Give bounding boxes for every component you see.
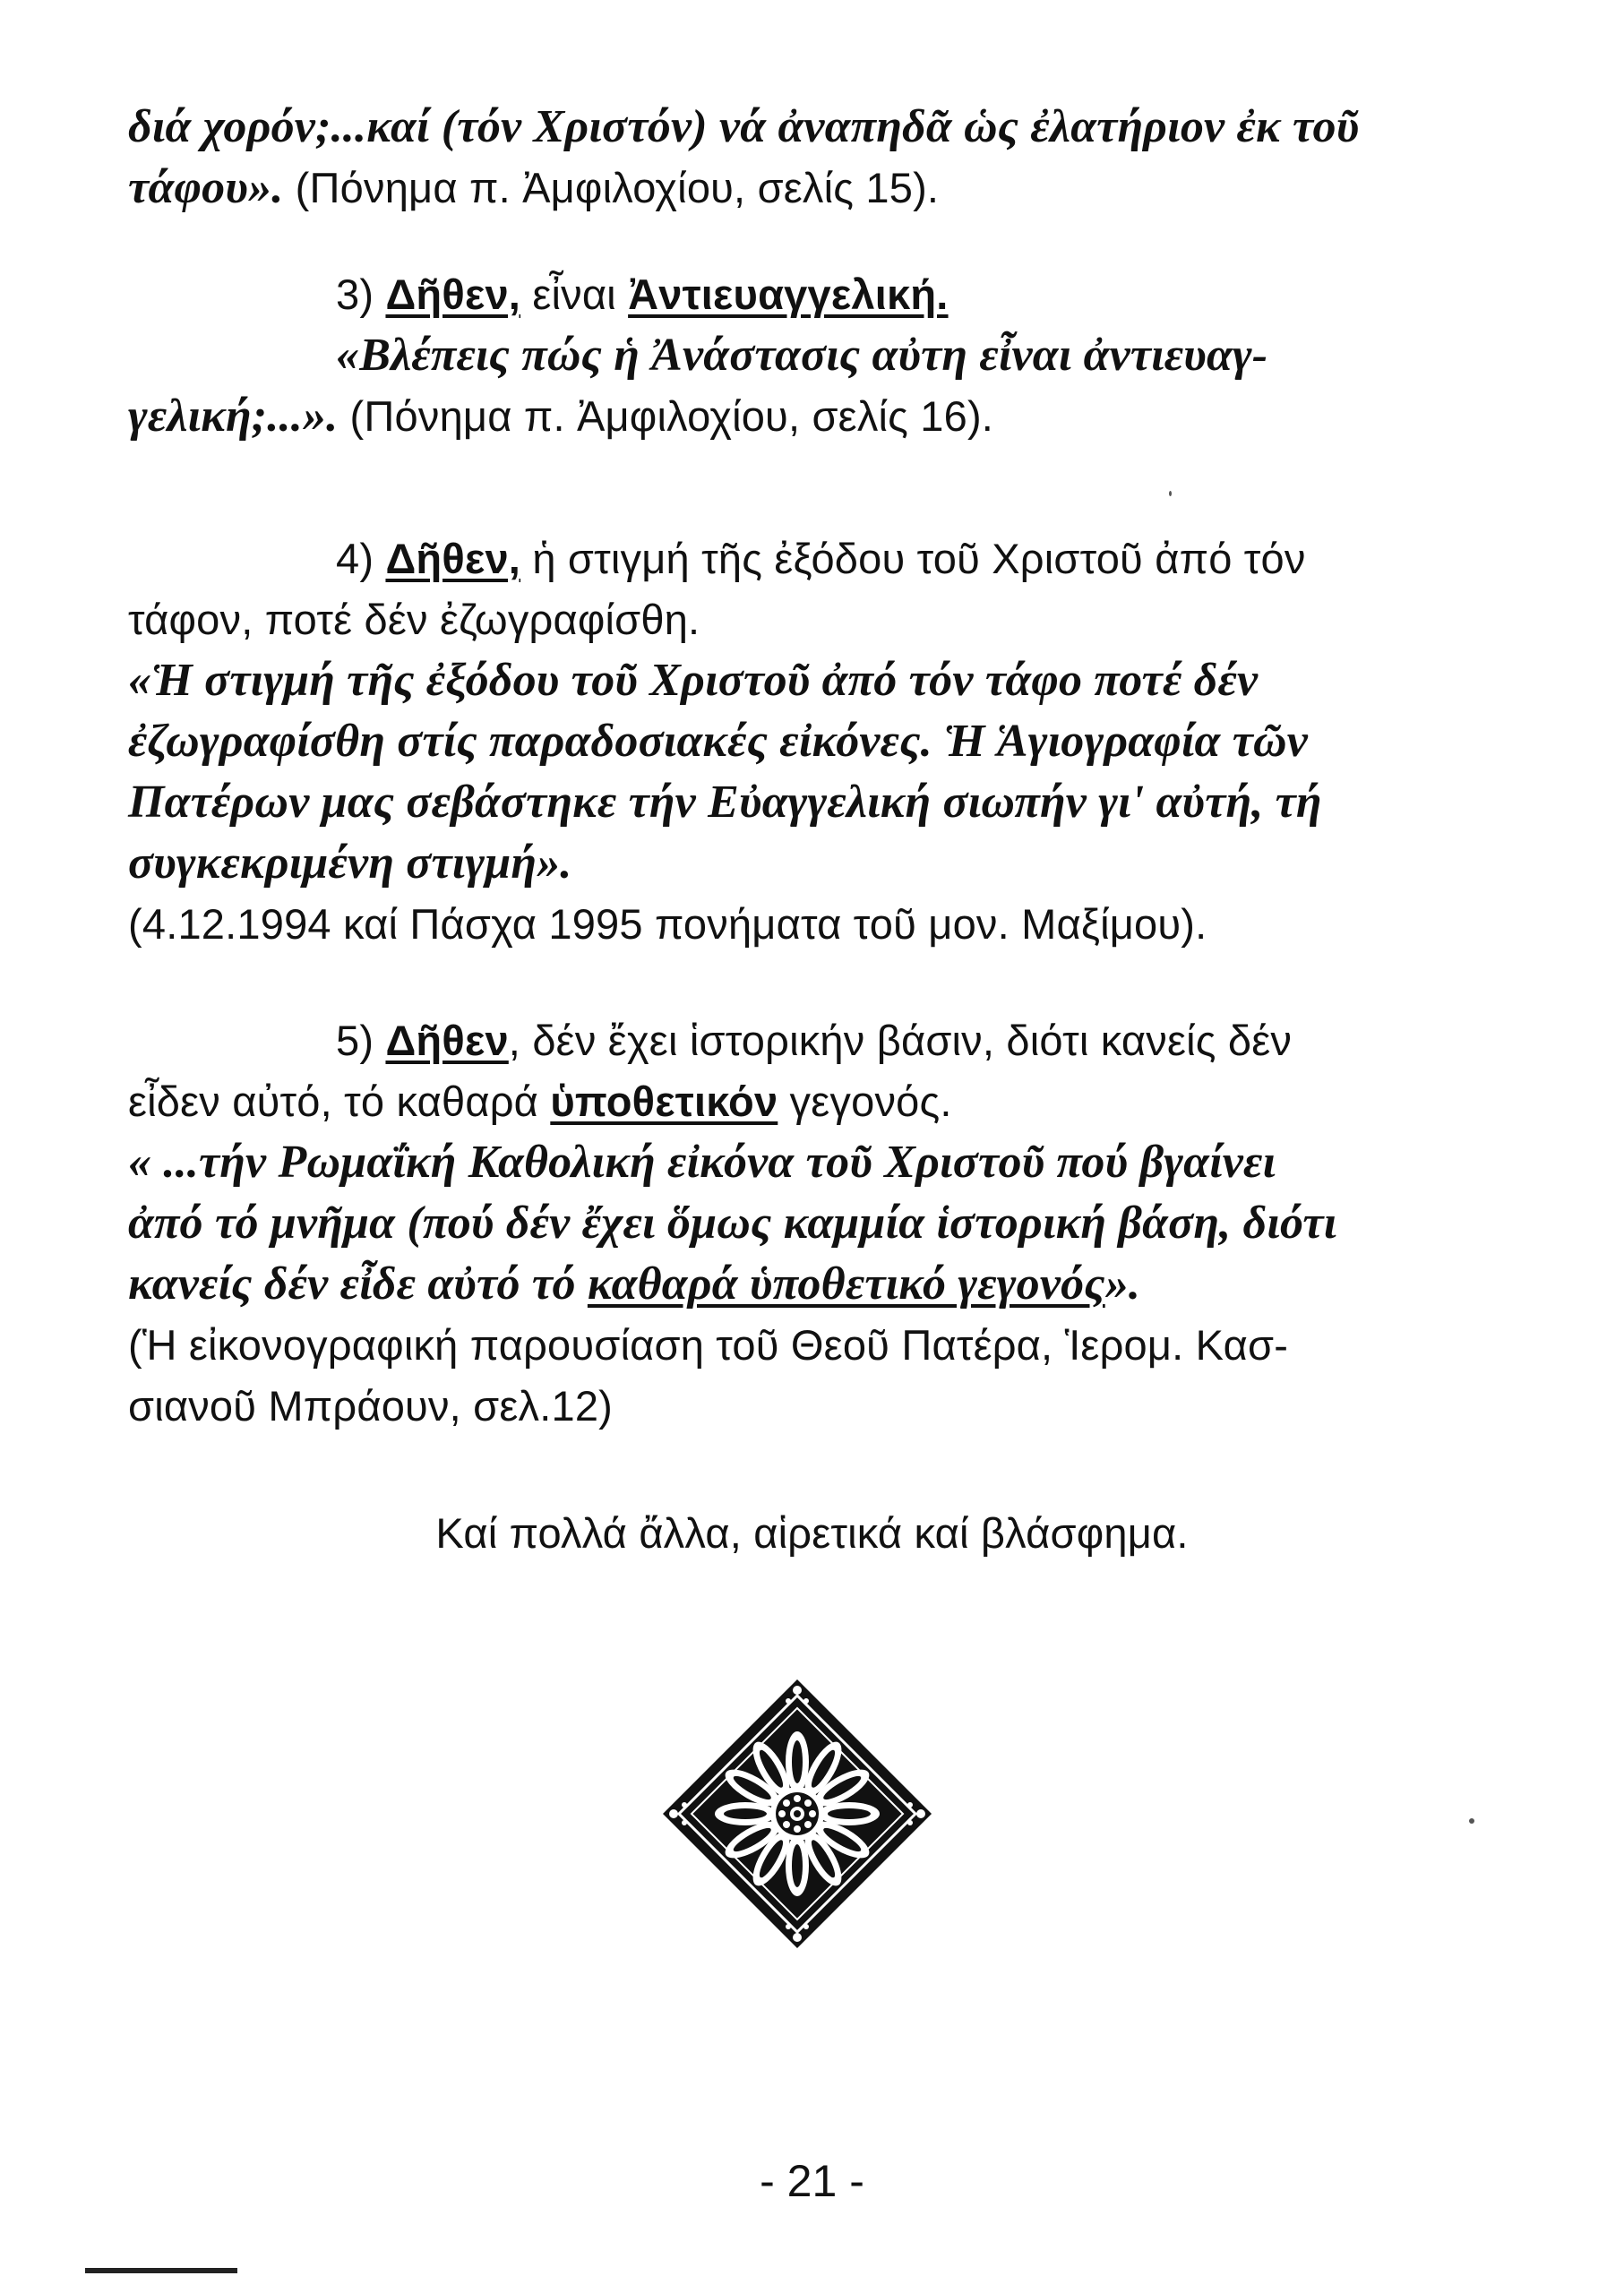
top-paragraph xyxy=(128,97,1517,219)
item-4-quote-line3: Πατέρων μας σεβάστηκε τήν Εὐαγγελική σιωπήν γι' αὐτή, τή xyxy=(128,777,1322,828)
scan-edge-mark xyxy=(85,2268,237,2273)
item-4-quote-line2: ἐζωγραφίσθη στίς παραδοσιακές εἰκόνες. Ἡ Ἁγιογραφία τῶν xyxy=(128,716,1309,767)
scan-speck xyxy=(1469,1818,1474,1824)
item-5-quote-line1: « ...τήν Ρωμαΐκή Καθολική εἰκόνα τοῦ Χριστοῦ πού βγαίνει xyxy=(128,1137,1276,1188)
item-5-source-line1: (Ἡ εἰκονογραφική παρουσίαση τοῦ Θεοῦ Πατέρα, Ἱερομ. Κασ- xyxy=(128,1321,1289,1369)
top-quote-line2-wrap xyxy=(128,158,1517,219)
item-4-source: (4.12.1994 καί Πάσχα 1995 πονήματα τοῦ μον. Μαξίμου). xyxy=(128,900,1207,948)
item-5-line2-start: εἶδεν αὐτό, τό καθαρά xyxy=(128,1078,551,1125)
item-5-line2-term: ὑποθετικόν xyxy=(550,1078,778,1125)
item-4-quote-line4: συγκεκριμένη στιγμή». xyxy=(128,837,572,889)
item-5-quote-line3-start: κανείς δέν εἶδε αὐτό τό xyxy=(128,1258,588,1310)
item-5-line1 xyxy=(128,1010,1517,1071)
item-4-quote-line1: «Ἡ στιγμή τῆς ἐξόδου τοῦ Χριστοῦ ἀπό τόν τάφο ποτέ δέν xyxy=(128,655,1259,706)
item-3-quote-line1: «Βλέπεις πώς ἡ Ἀνάστασις αὐτη εἶναι ἀντιευαγ- xyxy=(336,330,1268,381)
item-3 xyxy=(128,264,1517,447)
item-5-keyword: Δῆθεν xyxy=(385,1017,509,1064)
item-3-text: εἶναι xyxy=(520,271,629,318)
top-quote-line1: διά χορόν;...καί (τόν Χριστόν) νά ἀναπηδᾶ ὡς ἐλατήριον ἐκ τοῦ xyxy=(128,101,1360,152)
item-3-heading xyxy=(128,264,1517,325)
item-5-quote-line3-end: ». xyxy=(1104,1258,1141,1310)
item-5-line1-rest: , δέν ἔχει ἱστορικήν βάσιν, διότι κανείς δέν xyxy=(508,1017,1293,1064)
item-5-line2-end: γεγονός. xyxy=(778,1078,952,1125)
item-5-quote-line3-term: καθαρά ὑποθετικό γεγονός xyxy=(587,1258,1105,1310)
item-5-source-line2: σιανοῦ Μπράουν, σελ.12) xyxy=(128,1382,614,1430)
item-3-claim: Ἀντιευαγγελική. xyxy=(628,271,949,318)
item-5 xyxy=(128,1010,1517,1437)
top-source: (Πόνημα π. Ἀμφιλοχίου, σελίς 15). xyxy=(283,164,940,211)
diamond-rosette-ornament-icon xyxy=(658,1675,936,1953)
item-5-number: 5) xyxy=(336,1017,386,1064)
item-3-quote-line2: γελική;...». xyxy=(128,391,339,442)
item-4-keyword: Δῆθεν, xyxy=(385,535,521,582)
page-number: - 21 - xyxy=(760,2156,864,2206)
scan-speck xyxy=(1169,491,1172,496)
item-5-quote-line2: ἀπό τό μνῆμα (πού δέν ἔχει ὅμως καμμία ἱστορική βάση, διότι xyxy=(128,1198,1337,1249)
item-4-line1-rest: ἡ στιγμή τῆς ἐξόδου τοῦ Χριστοῦ ἀπό τόν xyxy=(520,535,1306,582)
item-4-line2: τάφον, ποτέ δέν ἐζωγραφίσθη. xyxy=(128,596,700,643)
item-4-line1 xyxy=(128,528,1517,589)
top-quote-line2: τάφου». xyxy=(128,162,284,213)
item-5-quote-line3 xyxy=(128,1254,1517,1315)
item-5-line2 xyxy=(128,1071,1517,1132)
item-4 xyxy=(128,528,1517,955)
item-3-number: 3) xyxy=(336,271,386,318)
item-3-quote-line2-wrap xyxy=(128,386,1517,447)
closing-line: Καί πολλά ἄλλα, αἱρετικά καί βλάσφημα. xyxy=(435,1509,1189,1557)
item-3-keyword: Δῆθεν, xyxy=(385,271,521,318)
item-4-number: 4) xyxy=(336,535,386,582)
item-3-source: (Πόνημα π. Ἀμφιλοχίου, σελίς 16). xyxy=(338,392,994,440)
